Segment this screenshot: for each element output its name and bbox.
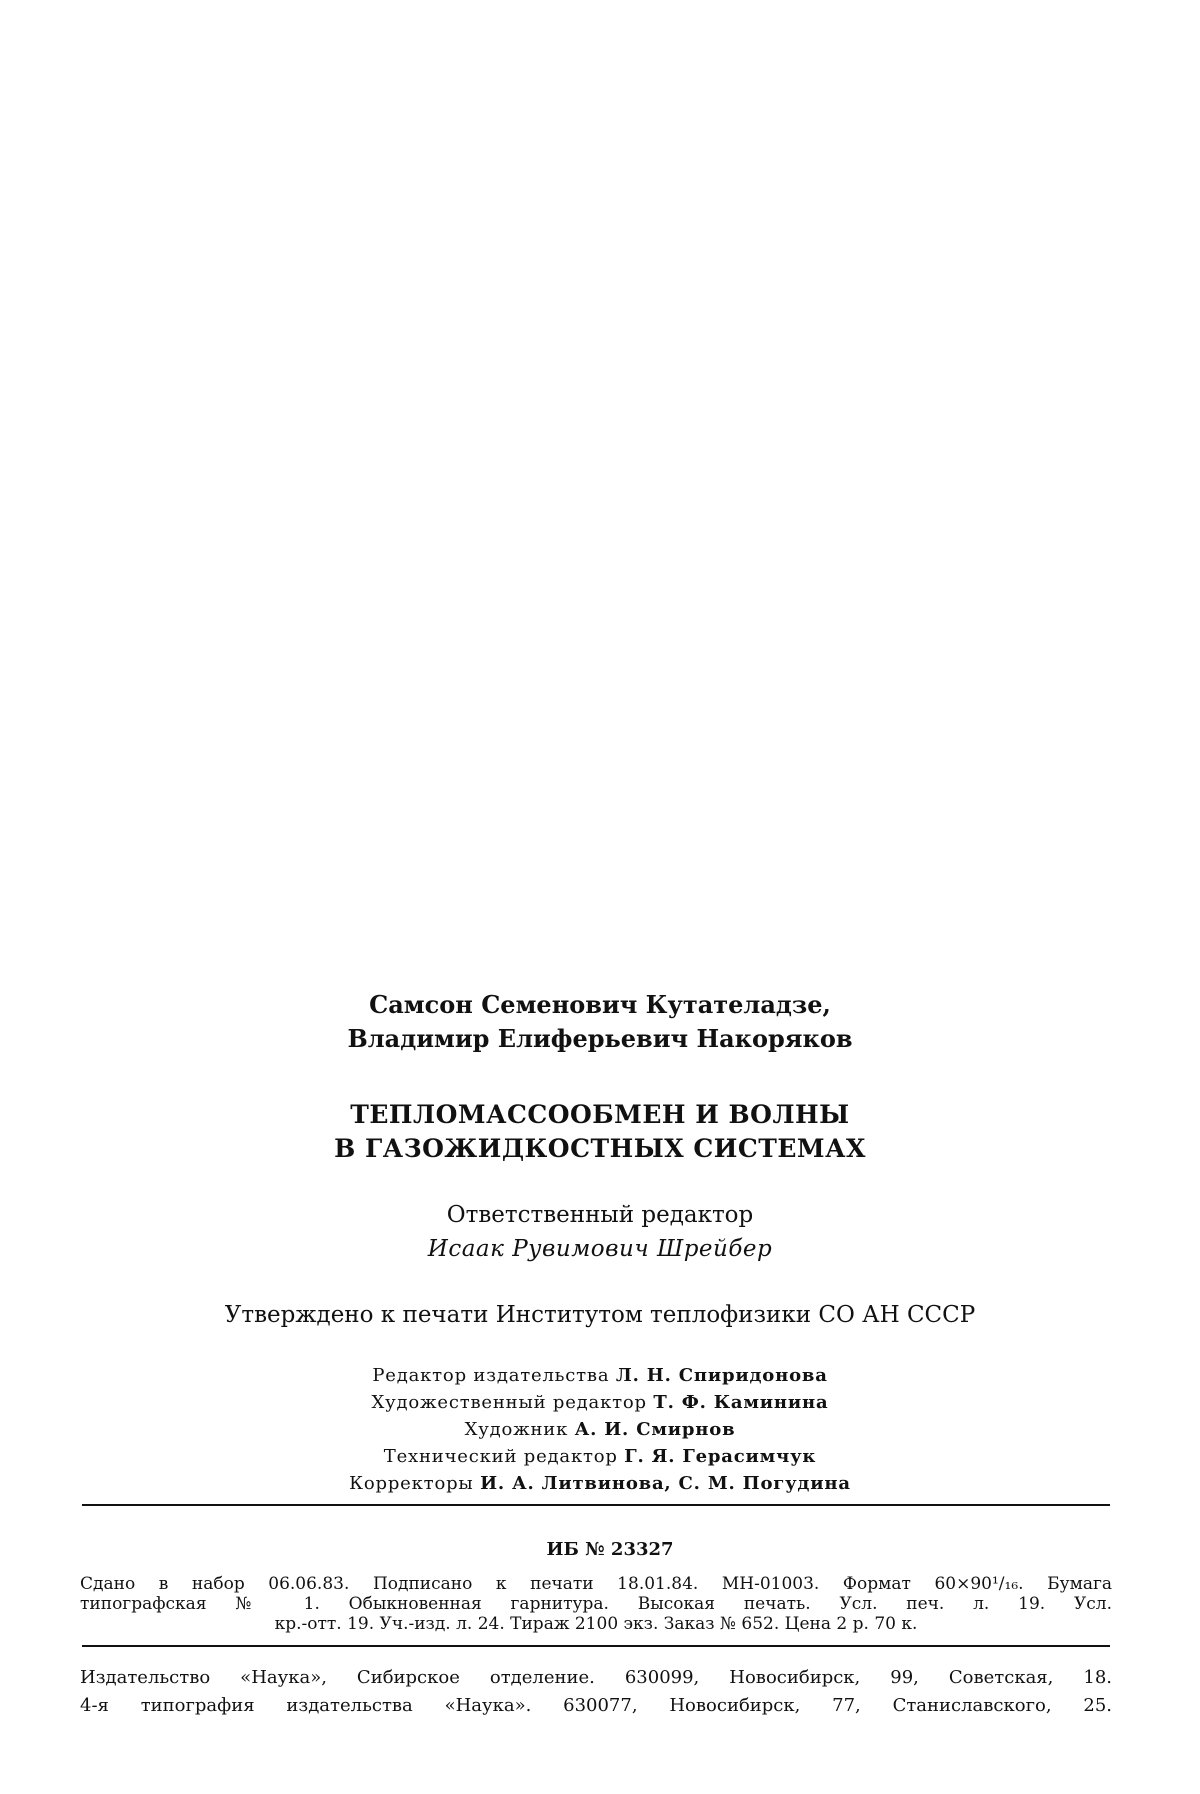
title-line: В ГАЗОЖИДКОСТНЫХ СИСТЕМАХ [334, 1134, 866, 1163]
staff-line [0, 1470, 1200, 1497]
approval-statement: Утверждено к печати Институтом теплофизики СО АН СССР [224, 1302, 976, 1328]
responsible-editor-block [0, 1198, 1200, 1266]
staff-line [0, 1389, 1200, 1416]
staff-name: Г. Я. Герасимчук [624, 1446, 817, 1467]
staff-role: Редактор издательства [372, 1365, 610, 1386]
imprint-block [80, 1574, 1112, 1634]
author-line: Владимир Елиферьевич Накоряков [347, 1024, 853, 1053]
staff-role: Технический редактор [383, 1446, 618, 1467]
staff-role: Корректоры [349, 1473, 474, 1494]
responsible-editor-name: Исаак Рувимович Шрейбер [427, 1236, 773, 1262]
staff-name: А. И. Смирнов [574, 1419, 736, 1440]
staff-name: Л. Н. Спиридонова [615, 1365, 828, 1386]
responsible-editor-role: Ответственный редактор [446, 1202, 754, 1228]
book-title [0, 1098, 1200, 1166]
staff-line [0, 1362, 1200, 1389]
staff-name: Т. Ф. Каминина [653, 1392, 829, 1413]
staff-name: И. А. Литвинова, С. М. Погудина [480, 1473, 851, 1494]
publisher-block [80, 1664, 1112, 1720]
title-line: ТЕПЛОМАССООБМЕН И ВОЛНЫ [350, 1100, 850, 1129]
staff-role: Художественный редактор [371, 1392, 647, 1413]
staff-role: Художник [464, 1419, 569, 1440]
ib-number: ИБ № 23327 [546, 1539, 674, 1560]
imprint-line: кр.-отт. 19. Уч.-изд. л. 24. Тираж 2100 экз. Заказ № 652. Цена 2 р. 70 к. [274, 1614, 918, 1634]
divider-rule [82, 1504, 1110, 1506]
staff-credits [0, 1362, 1200, 1497]
staff-line [0, 1443, 1200, 1470]
publisher-line: 4-я типография издательства «Наука». 630077, Новосибирск, 77, Станиславского, 25. [80, 1695, 1112, 1716]
divider-rule [82, 1645, 1110, 1647]
imprint-line: типографская № 1. Обыкновенная гарнитура. Высокая печать. Усл. печ. л. 19. Усл. [80, 1594, 1112, 1614]
publisher-line: Издательство «Наука», Сибирское отделение. 630099, Новосибирск, 99, Советская, 18. [80, 1667, 1112, 1688]
staff-line [0, 1416, 1200, 1443]
authors-block [0, 988, 1200, 1056]
author-line: Самсон Семенович Кутателадзе, [369, 990, 831, 1019]
imprint-line: Сдано в набор 06.06.83. Подписано к печати 18.01.84. МН-01003. Формат 60×90¹/₁₆. Бумага [80, 1574, 1112, 1594]
